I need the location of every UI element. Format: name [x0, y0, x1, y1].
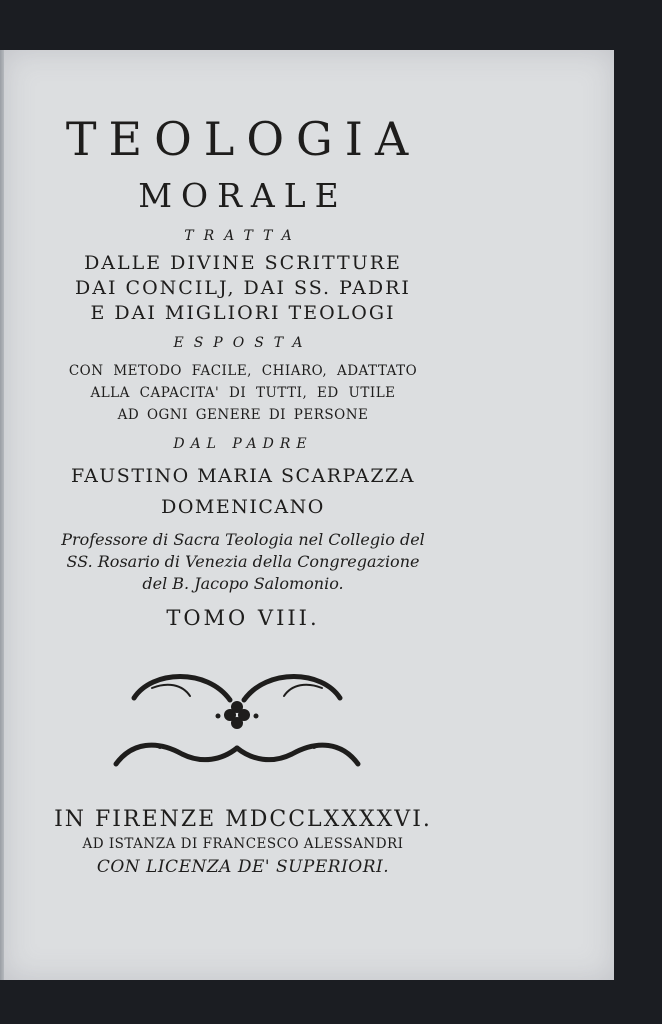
- title-line-1: TEOLOGIA: [65, 112, 421, 166]
- method-line-2: ALLA CAPACITA' DI TUTTI, ED UTILE: [90, 385, 396, 401]
- author-role-line-2: SS. Rosario di Venezia della Congregazione: [66, 552, 420, 571]
- imprint-license: CON LICENZA DE' SUPERIORI.: [96, 857, 390, 877]
- imprint-publisher: AD ISTANZA DI FRANCESCO ALESSANDRI: [82, 836, 404, 852]
- esposta-label: ESPOSTA: [173, 335, 313, 351]
- title-page: [4, 50, 614, 980]
- volume-number: TOMO VIII.: [166, 606, 320, 630]
- title-line-2: MORALE: [138, 176, 348, 215]
- author-name: FAUSTINO MARIA SCARPAZZA: [71, 465, 415, 487]
- imprint-place-year: IN FIRENZE MDCCLXXXXVI.: [54, 807, 432, 832]
- method-line-1: CON METODO FACILE, CHIARO, ADATTATO: [68, 363, 418, 379]
- method-line-3: AD OGNI GENERE DI PERSONE: [117, 407, 369, 423]
- dal-padre-label: DAL PADRE: [173, 436, 313, 452]
- author-order: DOMENICANO: [161, 496, 325, 518]
- author-role-line-1: Professore di Sacra Teologia nel Collegio del: [61, 530, 425, 549]
- source-line-2: DAI CONCILJ, DAI SS. PADRI: [75, 277, 411, 299]
- source-line-3: E DAI MIGLIORI TEOLOGI: [90, 302, 396, 324]
- author-role-line-3: del B. Jacopo Salomonio.: [142, 574, 344, 593]
- printers-ornament-icon: [112, 660, 362, 770]
- source-line-1: DALLE DIVINE SCRITTURE: [84, 252, 402, 274]
- tratta-label: TRATTA: [184, 228, 302, 244]
